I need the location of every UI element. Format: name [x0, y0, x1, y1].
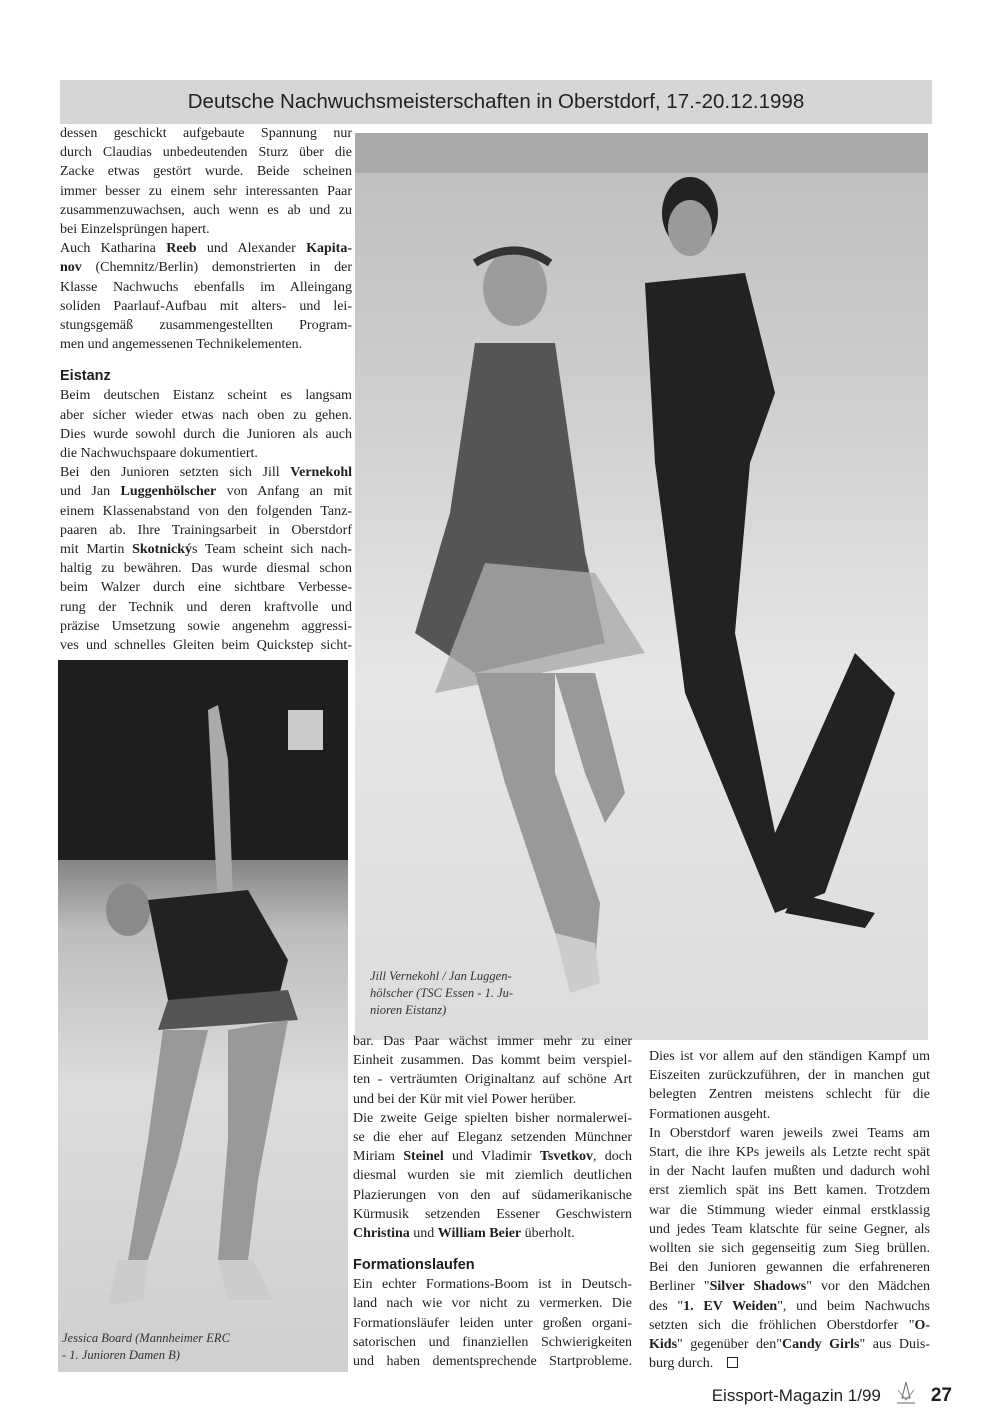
text-run: bei Einzelsprüngen hapert. [60, 222, 210, 238]
text-run: Kürmusik setzenden Essener Geschwistern [353, 1206, 632, 1222]
text-run: mit Martin [60, 542, 133, 558]
bold-name: Steinel [403, 1149, 444, 1165]
text-run: diesmal wurden sie mit ziemlich deutlichen [353, 1168, 632, 1184]
text-line [649, 1105, 930, 1124]
text-line [353, 1333, 632, 1352]
text-line [60, 578, 352, 597]
photo-ice-dance-couple [355, 133, 928, 1040]
text-run: beim Walzer durch eine sichtbare Verbesse- [60, 580, 352, 596]
text-run: ten - verträumten Originaltanz auf schöne Art [353, 1072, 632, 1088]
text-line [60, 636, 352, 655]
text-line [649, 1297, 930, 1316]
text-line [353, 1314, 632, 1333]
text-line [353, 1070, 632, 1089]
column-right [649, 1047, 930, 1373]
text-run: des " [649, 1298, 684, 1314]
section-heading: Eistanz [60, 368, 111, 385]
text-line [60, 162, 352, 181]
text-run: wollten sie sich gegenseitig zum Sieg brüllen. [649, 1241, 930, 1257]
text-line [649, 1162, 930, 1181]
text-run: soliden Paarlauf-Aufbau mit alters- und lei- [60, 298, 352, 314]
text-run: und Alexander [196, 241, 307, 257]
bold-name: nov [60, 260, 82, 276]
text-run: erst ziemlich spät ins Bett kamen. Trotzdem [649, 1183, 930, 1199]
text-run: ves und schnelles Gleiten beim Quickstep sicht- [60, 638, 352, 654]
text-line [649, 1354, 930, 1373]
text-line [60, 335, 352, 354]
text-run: Formationsläufer leiden unter großen organi- [353, 1315, 632, 1331]
text-line [649, 1047, 930, 1066]
text-line [649, 1220, 930, 1239]
bold-name: Candy Girls [781, 1337, 860, 1353]
text-run: Start, die ihre KPs jeweils als Letzte recht spät [649, 1145, 930, 1161]
text-line [60, 201, 352, 220]
text-line [353, 1147, 632, 1166]
text-line [60, 463, 352, 482]
text-line [649, 1181, 930, 1200]
text-run: ", und beim Nachwuchs [777, 1298, 930, 1314]
text-run: stungsgemäß zusammengestellten Program- [60, 318, 352, 334]
text-run: dessen geschickt aufgebaute Spannung nur [60, 126, 352, 141]
bold-name: 1. EV Weiden [683, 1298, 778, 1314]
text-run: , doch [593, 1149, 632, 1165]
text-line [60, 316, 352, 335]
bold-name: Reeb [166, 241, 197, 257]
text-line [353, 1224, 632, 1243]
text-run: und jedes Team klatschte für seine Gegner, als [649, 1221, 930, 1237]
bold-name: O- [914, 1317, 930, 1333]
text-line [60, 482, 352, 501]
end-of-article-icon [727, 1357, 738, 1368]
caption-line: Jill Vernekohl / Jan Luggen- [370, 969, 512, 983]
skater-illustration [58, 660, 348, 1372]
bold-name: William Beier [437, 1226, 522, 1242]
text-line [353, 1090, 632, 1109]
text-run: haltig zu bewähren. Das wurde diesmal schon [60, 561, 352, 577]
text-run: und bei der Kür mit viel Power herüber. [353, 1091, 577, 1107]
text-line [60, 182, 352, 201]
text-line [60, 406, 352, 425]
text-run: Berliner " [649, 1279, 710, 1295]
text-run: se die eher auf Eleganz setzenden Münchner [353, 1130, 632, 1146]
text-run: rung der Technik und deren kraftvolle und [60, 599, 352, 615]
text-line [649, 1124, 930, 1143]
text-run: land nach wie vor nicht zu vermerken. Die [353, 1296, 632, 1312]
text-run: präzise Umsetzung sowie angenehm aggressi- [60, 618, 352, 634]
text-line [353, 1352, 632, 1371]
text-run: und Jan [60, 484, 121, 500]
caption-line: nioren Eistanz) [370, 1003, 447, 1017]
text-run: Beim deutschen Eistanz scheint es langsam [60, 388, 352, 404]
text-line [353, 1032, 632, 1051]
bold-name: Skotnický [132, 542, 192, 558]
text-run: Die zweite Geige spielten bisher normalerwei- [353, 1110, 632, 1126]
photo-jessica-board [58, 660, 348, 1372]
text-line [60, 220, 352, 239]
text-line [649, 1277, 930, 1296]
text-line [60, 239, 352, 258]
bold-name: Luggenhölscher [120, 484, 217, 500]
text-line [353, 1109, 632, 1128]
text-run: Zacke etwas gestört wurde. Beide scheinen [60, 164, 352, 180]
text-line [353, 1275, 632, 1294]
text-run: und [409, 1226, 438, 1242]
text-run: Eiszeiten zurückzuführen, der in manchen gut [649, 1068, 930, 1084]
text-line [60, 124, 352, 143]
bold-name: Vernekohl [290, 465, 352, 481]
text-run: und Vladimir [443, 1149, 540, 1165]
text-run: In Oberstdorf waren jeweils zwei Teams am [649, 1125, 930, 1141]
text-line [353, 1186, 632, 1205]
text-line [649, 1316, 930, 1335]
text-run: Formationen ausgeht. [649, 1106, 771, 1122]
bold-name: Tsvetkov [539, 1149, 593, 1165]
text-run: Dies wurde sowohl durch die Junioren als auch [60, 426, 352, 442]
text-run: " vor den Mädchen [806, 1279, 930, 1295]
column-left [60, 124, 352, 655]
text-run: Ein echter Formations-Boom ist in Deutsch- [353, 1277, 632, 1293]
text-line [60, 444, 352, 463]
text-run: belegten Zentren meistens schlecht für die [649, 1087, 930, 1103]
text-run: Bei den Junioren setzten sich Jill [60, 465, 291, 481]
text-run: " aus Duis- [859, 1337, 931, 1353]
text-line [353, 1294, 632, 1313]
text-line [353, 1166, 632, 1185]
text-line [649, 1085, 930, 1104]
text-line [649, 1201, 930, 1220]
page-footer [712, 1380, 952, 1411]
text-line [60, 258, 352, 277]
text-run: satorischen und finanziellen Schwierigkeiten [353, 1334, 632, 1350]
header-title: Deutsche Nachwuchsmeisterschaften in Oberstdorf, 17.-20.12.1998 [187, 90, 805, 113]
text-run: Klasse Nachwuchs ebenfalls im Alleingang [60, 279, 352, 295]
text-line [60, 502, 352, 521]
text-run: in der Nacht laufen mußten und dadurch wohl [649, 1164, 930, 1180]
text-run: bar. Das Paar wächst immer mehr zu einer [353, 1034, 632, 1049]
text-line [60, 598, 352, 617]
text-line [649, 1239, 930, 1258]
text-line [60, 278, 352, 297]
text-line [649, 1143, 930, 1162]
text-run: Dies ist vor allem auf den ständigen Kampf um [649, 1049, 930, 1064]
magazine-issue: Eissport-Magazin 1/99 [711, 1385, 881, 1405]
text-line [649, 1066, 930, 1085]
text-run: und haben dementsprechende Startprobleme. [353, 1354, 632, 1370]
text-line [60, 143, 352, 162]
column-middle [353, 1032, 632, 1371]
text-run: aber sicher wieder etwas nach oben zu gehen. [60, 407, 352, 423]
text-run: paaren ab. Ihre Trainingsarbeit in Oberstdorf [60, 522, 352, 538]
text-line [60, 521, 352, 540]
text-line [353, 1205, 632, 1224]
skaters-illustration [355, 133, 928, 1040]
text-run: Plazierungen von den auf südamerikanische [353, 1187, 632, 1203]
text-line [60, 540, 352, 559]
page-number: 27 [930, 1384, 952, 1406]
text-line [60, 386, 352, 405]
text-run: men und angemessenen Technikelementen. [60, 337, 303, 353]
text-run: einem Klassenabstand von den folgenden Tanz- [60, 503, 352, 519]
bold-name: Silver Shadows [709, 1279, 807, 1295]
page-header [60, 80, 932, 124]
text-run: Bei den Junioren gewannen die erfahreneren [649, 1260, 930, 1276]
text-run: Miriam [353, 1149, 404, 1165]
text-run: burg durch. [649, 1356, 714, 1372]
section-heading: Formationslaufen [353, 1257, 475, 1274]
text-line [649, 1258, 930, 1277]
text-run: die Nachwuchspaare dokumentiert. [60, 446, 258, 462]
text-run: durch Claudias unbedeutenden Sturz über die [60, 145, 352, 161]
left-photo-caption [62, 1330, 342, 1364]
text-run: setzten sich die fröhlichen Oberstdorfer " [649, 1317, 915, 1333]
text-run: immer besser zu einem sehr interessanten Paar [60, 183, 352, 199]
text-run: Auch Katharina [60, 241, 167, 257]
text-run: war die Stimmung wieder einmal erstklassig [649, 1202, 930, 1218]
text-line [649, 1335, 930, 1354]
text-run: überholt. [521, 1226, 575, 1242]
skate-logo-icon [893, 1380, 919, 1411]
bold-name: Christina [353, 1226, 410, 1242]
text-line [353, 1128, 632, 1147]
text-run: s Team scheint sich nach- [192, 542, 352, 558]
text-line [60, 617, 352, 636]
text-run: von Anfang an mit [216, 484, 352, 500]
text-line [60, 559, 352, 578]
text-line [353, 1051, 632, 1070]
bold-name: Kids [649, 1337, 678, 1353]
text-run: (Chemnitz/Berlin) demonstrierten in der [81, 260, 352, 276]
caption-line: Jessica Board (Mannheimer ERC [62, 1331, 230, 1345]
text-line [60, 297, 352, 316]
text-line [60, 425, 352, 444]
bold-name: Kapita- [306, 241, 352, 257]
caption-line: hölscher (TSC Essen - 1. Ju- [370, 986, 514, 1000]
main-photo-caption [370, 968, 530, 1019]
text-run: zusammenzuwachsen, auch wenn es ab und zu [60, 202, 352, 218]
text-run: Einheit zusammen. Das kommt beim verspiel- [353, 1053, 632, 1069]
text-run: " gegenüber den" [677, 1337, 782, 1353]
caption-line: - 1. Junioren Damen B) [62, 1348, 180, 1362]
